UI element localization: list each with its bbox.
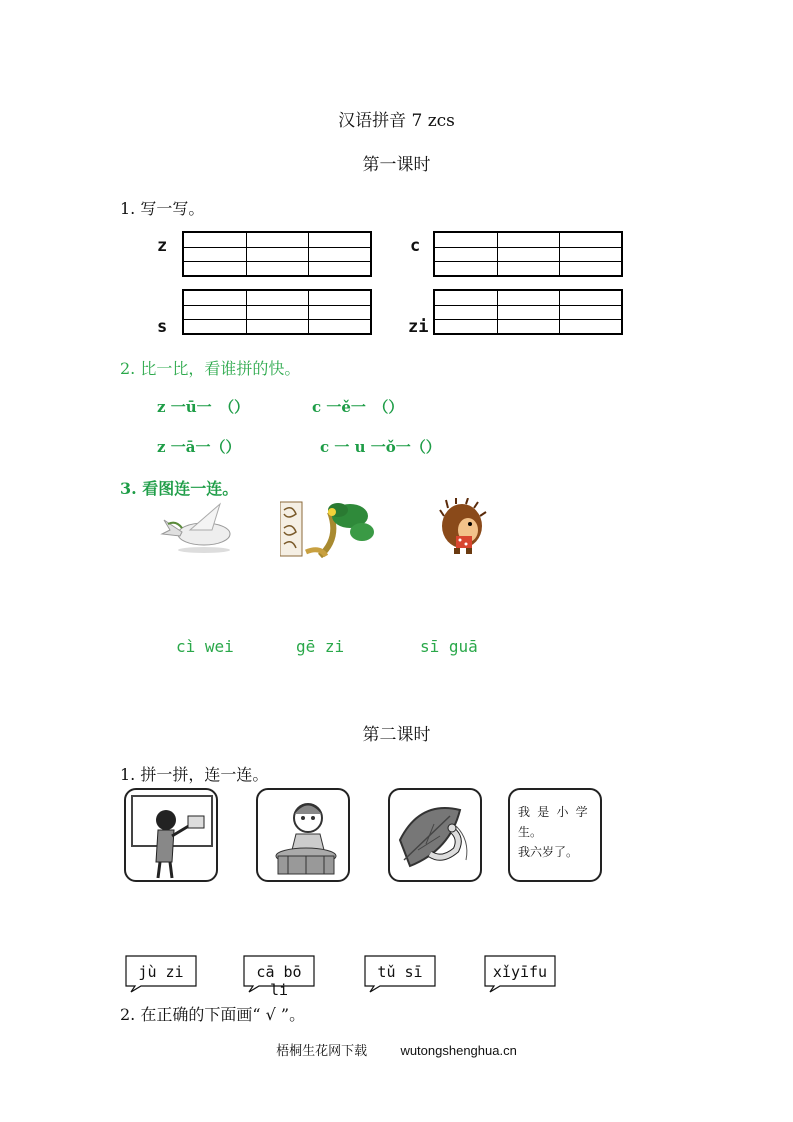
callout-text: jù zi — [138, 963, 184, 981]
question-spell-match: 1. 拼一拼，连一连。 — [120, 765, 269, 784]
callout-text: cā bō li — [256, 963, 302, 999]
letter-z: z — [157, 236, 168, 256]
question-write: 1. 写一写。 — [120, 199, 205, 218]
loofah-vine-image — [280, 498, 376, 558]
picture-card-wash-clothes — [256, 788, 350, 882]
pinyin-callout — [364, 955, 436, 989]
page-title: 汉语拼音 7 zcs — [338, 111, 455, 131]
letter-s: s — [157, 317, 168, 337]
hedgehog-image — [438, 498, 488, 558]
lesson-one-heading: 第一课时 — [362, 155, 431, 175]
spell-item: c 一ě一 （） — [312, 398, 404, 416]
lesson-two-heading: 第二课时 — [362, 725, 431, 745]
letter-c: c — [410, 236, 421, 256]
speech-line: 我六岁了。 — [518, 845, 579, 859]
pinyin-callout — [243, 955, 315, 999]
question-check-mark: 2. 在正确的下面画“ √ ”。 — [120, 1005, 306, 1024]
picture-card-wipe-glass — [124, 788, 218, 882]
callout-text: xǐyīfu — [492, 963, 548, 981]
spell-item: z 一ā一（） — [157, 438, 241, 456]
dove-image — [160, 500, 240, 556]
speech-line: 我 是 小 学 — [518, 805, 588, 819]
pinyin-word: sī guā — [420, 637, 478, 656]
writing-grid-z[interactable] — [182, 231, 372, 277]
picture-card-silkworm — [388, 788, 482, 882]
pinyin-callout — [484, 955, 556, 989]
speech-card — [508, 788, 602, 882]
silkworm-on-leaf-image — [390, 790, 482, 882]
writing-grid-zi[interactable] — [433, 289, 623, 335]
question-compare: 2. 比一比，看谁拼的快。 — [120, 359, 301, 378]
spell-item: z 一ū一 （） — [157, 398, 250, 416]
letter-zi: zi — [408, 317, 429, 337]
speech-line: 生。 — [518, 825, 543, 839]
pinyin-word: cì wei — [176, 637, 234, 656]
footer-url[interactable]: wutongshenghua.cn — [400, 1043, 517, 1058]
girl-washing-clothes-image — [258, 790, 350, 882]
question-match-pictures: 3. 看图连一连。 — [120, 479, 239, 498]
callout-text: tǔ sī — [377, 963, 423, 981]
spell-item: c 一 u 一ǒ一（） — [320, 438, 441, 456]
pinyin-callout — [125, 955, 197, 989]
footer-left-text: 梧桐生花网下载 — [276, 1043, 368, 1058]
page-footer — [0, 1040, 793, 1059]
pinyin-word: gē zi — [296, 637, 345, 656]
writing-grid-c[interactable] — [433, 231, 623, 277]
girl-wiping-glass-image — [126, 790, 218, 882]
writing-grid-s[interactable] — [182, 289, 372, 335]
